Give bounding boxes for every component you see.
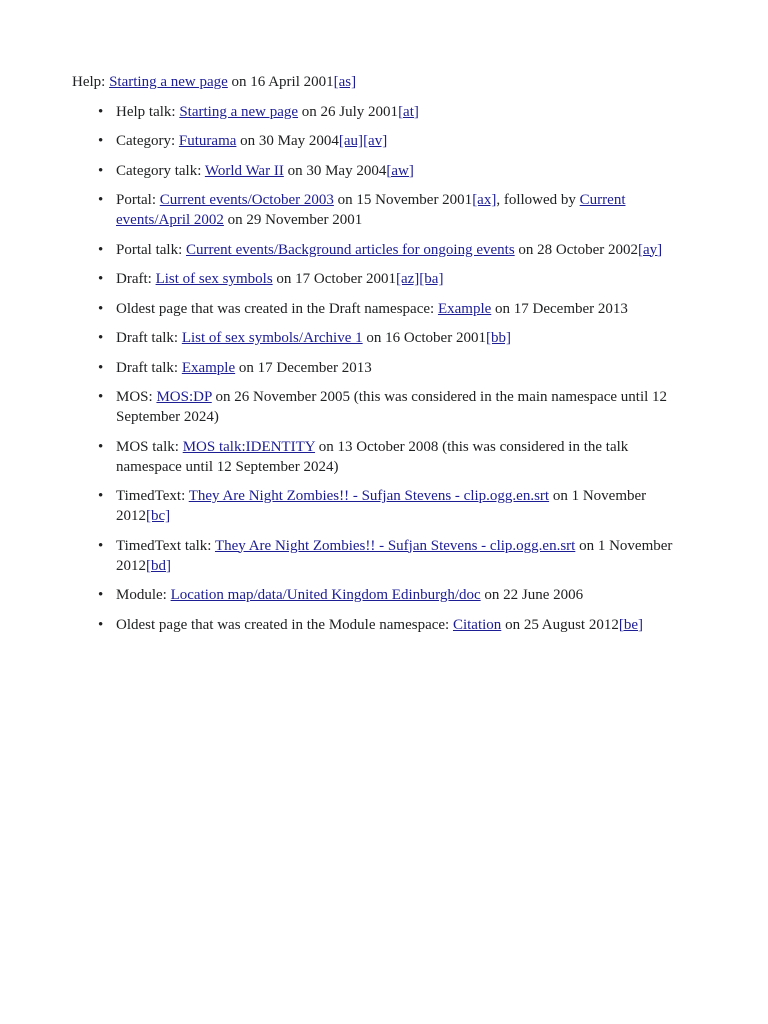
item-prefix: Category talk:: [116, 162, 205, 179]
item-link[interactable]: Current events/Background articles for ongoing events: [186, 241, 515, 258]
item-prefix: Oldest page that was created in the Module namespace:: [116, 616, 453, 633]
item-prefix: Draft talk:: [116, 359, 182, 376]
list-item: [116, 486, 696, 526]
item-link[interactable]: Citation: [452, 616, 502, 633]
reference-link[interactable]: [az]: [395, 271, 420, 287]
list-item: [116, 299, 696, 319]
item-prefix: TimedText:: [116, 488, 189, 504]
list-item: [116, 437, 696, 477]
list-item: [116, 190, 696, 230]
item-link[interactable]: MOS talk:IDENTITY: [182, 438, 316, 455]
item-text: on 17 October 2001: [272, 271, 396, 287]
item-link[interactable]: Example: [437, 300, 492, 317]
list-item: [116, 328, 696, 348]
reference-link[interactable]: [ax]: [472, 192, 497, 208]
item-prefix: Help talk:: [116, 103, 180, 120]
list-item: [116, 102, 696, 122]
item-text: on 30 May 2004: [283, 162, 387, 179]
reference-link[interactable]: [bb]: [485, 330, 511, 346]
item-link[interactable]: List of sex symbols: [155, 271, 273, 287]
item-link[interactable]: World War II: [204, 162, 284, 179]
item-extra-link[interactable]: Current events/April 2002: [116, 192, 626, 228]
reference-link[interactable]: [ay]: [637, 241, 663, 258]
item-text: on 1 November 2012: [116, 488, 647, 524]
intro-link[interactable]: Starting a new page: [109, 74, 228, 90]
item-link[interactable]: Futurama: [178, 133, 237, 149]
item-text: on 22 June 2006: [480, 587, 584, 603]
item-text: on 17 December 2013: [491, 300, 628, 317]
item-text: on 17 December 2013: [235, 359, 372, 376]
item-text: on 25 August 2012: [501, 616, 619, 633]
item-text: on 16 October 2001: [362, 330, 486, 346]
item-prefix: Oldest page that was created in the Draft namespace:: [116, 300, 438, 317]
intro-prefix: Help:: [72, 74, 110, 90]
list-item: [116, 536, 696, 576]
intro-ref[interactable]: [as]: [333, 74, 357, 90]
item-link[interactable]: They Are Night Zombies!! - Sufjan Stevens - clip.ogg.en.srt: [214, 537, 576, 554]
item-prefix: TimedText talk:: [116, 537, 215, 554]
item-text: on 1 November 2012: [116, 537, 673, 574]
list-item: [116, 585, 696, 605]
list-item: [116, 615, 696, 635]
reference-link[interactable]: [bc]: [146, 508, 171, 524]
reference-link[interactable]: [aw]: [386, 162, 414, 179]
item-text: on 30 May 2004: [236, 133, 339, 149]
list-item: [116, 131, 696, 151]
item-prefix: Portal talk:: [116, 241, 186, 258]
reference-link[interactable]: [av]: [363, 133, 388, 149]
item-extra-suffix: on 29 November 2001: [223, 212, 363, 228]
item-link[interactable]: MOS:DP: [156, 389, 212, 405]
reference-link[interactable]: [be]: [618, 616, 643, 633]
item-text: on 28 October 2002: [514, 241, 638, 258]
reference-link[interactable]: [bd]: [146, 557, 171, 574]
namespace-list: [72, 102, 696, 635]
list-item: [116, 387, 696, 427]
item-prefix: Draft:: [116, 271, 156, 287]
item-text: on 26 November 2005 (this was considered in the main namespace until 12 September 2024): [116, 389, 668, 425]
item-text: on 26 July 2001: [298, 103, 399, 120]
list-item: [116, 269, 696, 289]
list-item: [116, 358, 696, 378]
item-extra-text: , followed by: [496, 192, 580, 208]
list-item: [116, 161, 696, 181]
reference-link[interactable]: [au]: [338, 133, 364, 149]
item-link[interactable]: They Are Night Zombies!! - Sufjan Stevens - clip.ogg.en.srt: [188, 488, 550, 504]
item-link[interactable]: Example: [181, 359, 236, 376]
item-link[interactable]: List of sex symbols/Archive 1: [181, 330, 363, 346]
item-prefix: MOS talk:: [116, 438, 183, 455]
item-prefix: Module:: [116, 587, 171, 603]
reference-link[interactable]: [at]: [398, 103, 419, 120]
reference-link[interactable]: [ba]: [419, 271, 444, 287]
item-link[interactable]: Current events/October 2003: [159, 192, 334, 208]
item-prefix: MOS:: [116, 389, 157, 405]
item-text: on 15 November 2001: [333, 192, 473, 208]
item-prefix: Category:: [116, 133, 179, 149]
intro-text: on 16 April 2001: [227, 74, 334, 90]
item-prefix: Portal:: [116, 192, 160, 208]
item-prefix: Draft talk:: [116, 330, 182, 346]
item-text: on 13 October 2008 (this was considered in the talk namespace until 12 September 2024): [116, 438, 629, 475]
intro-line: [72, 72, 696, 92]
item-link[interactable]: Starting a new page: [179, 103, 299, 120]
list-item: [116, 240, 696, 260]
item-link[interactable]: Location map/data/United Kingdom Edinburgh/doc: [170, 587, 481, 603]
